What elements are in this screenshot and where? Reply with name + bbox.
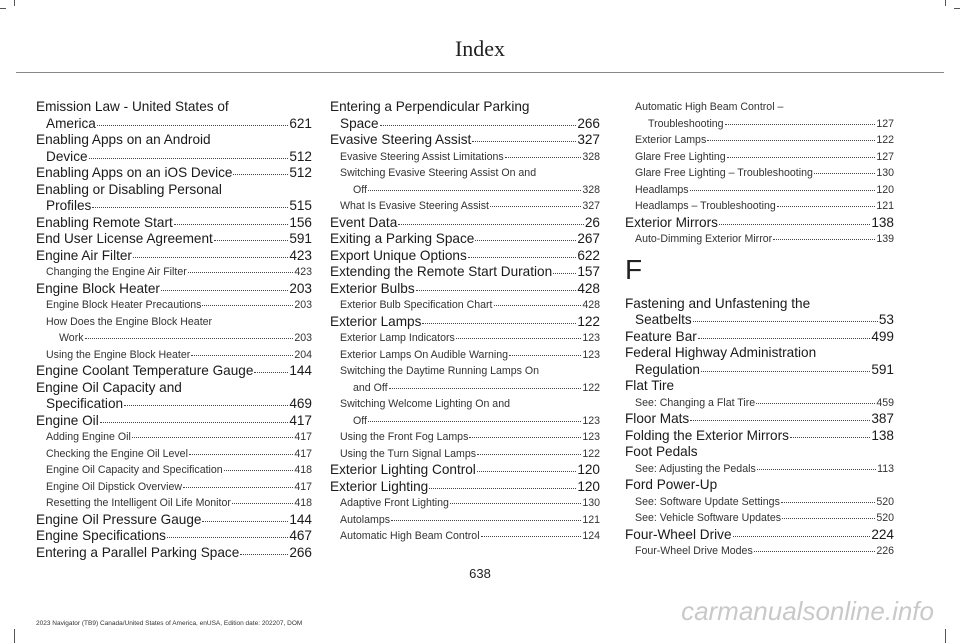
dot-leader xyxy=(698,338,871,339)
index-entry[interactable] xyxy=(330,281,600,298)
page-reference: 591 xyxy=(289,231,312,246)
entry-text: Seatbelts xyxy=(635,312,692,327)
dot-leader xyxy=(456,338,581,339)
entry-text: Fastening and Unfastening the xyxy=(625,295,811,311)
dot-leader xyxy=(782,518,875,519)
entry-text: Switching Welcome Lighting On and xyxy=(340,398,510,410)
page-reference: 327 xyxy=(582,200,600,212)
index-entry[interactable] xyxy=(625,444,894,461)
entry-text: Ford Power-Up xyxy=(625,477,718,492)
entry-text: Glare Free Lighting – Troubleshooting xyxy=(635,167,813,179)
entry-text: Space xyxy=(340,115,379,131)
page-reference: 203 xyxy=(289,280,312,296)
page-reference: 417 xyxy=(294,480,312,493)
dot-leader xyxy=(553,273,576,274)
page-reference: 467 xyxy=(289,528,312,543)
index-column-3 xyxy=(625,99,894,560)
index-entry[interactable] xyxy=(625,329,894,346)
entry-text: Emission Law - United States of xyxy=(36,99,229,114)
page-reference: 123 xyxy=(582,348,600,361)
page-reference: 122 xyxy=(876,134,894,146)
dot-leader xyxy=(719,224,870,225)
entry-text: Autolamps xyxy=(340,513,391,526)
crop-mark xyxy=(14,0,15,6)
dot-leader xyxy=(232,503,293,504)
page-reference: 156 xyxy=(289,214,312,230)
page-reference: 499 xyxy=(871,328,894,344)
entry-text: Export Unique Options xyxy=(330,247,467,263)
page-reference: 123 xyxy=(582,431,600,443)
dot-leader xyxy=(814,173,875,174)
page-reference: 138 xyxy=(871,427,894,443)
entry-text: Engine Coolant Temperature Gauge xyxy=(36,363,254,378)
dot-leader xyxy=(477,454,581,455)
dot-leader xyxy=(490,206,581,207)
dot-leader xyxy=(368,421,581,422)
page-reference: 113 xyxy=(877,462,894,475)
dot-leader xyxy=(422,323,576,324)
entry-text: Using the Turn Signal Lamps xyxy=(340,447,477,460)
index-entry[interactable] xyxy=(330,132,600,149)
index-entry[interactable] xyxy=(36,281,312,298)
index-entry[interactable] xyxy=(36,413,312,430)
dot-leader xyxy=(368,190,581,191)
entry-text: Work xyxy=(59,332,84,344)
dot-leader xyxy=(757,469,876,470)
dot-leader xyxy=(100,422,289,423)
index-subentry[interactable] xyxy=(625,461,894,478)
entry-text: Checking the Engine Oil Level xyxy=(46,447,188,460)
dot-leader xyxy=(477,471,576,472)
dot-leader xyxy=(391,520,581,521)
dot-leader xyxy=(92,207,288,208)
index-subentry[interactable] xyxy=(625,543,894,560)
entry-text: Enabling Apps on an iOS Device xyxy=(36,165,233,180)
dot-leader xyxy=(429,488,576,489)
entry-text: Exterior Lamps xyxy=(330,313,422,329)
index-entry[interactable] xyxy=(625,477,894,494)
index-entry[interactable] xyxy=(330,231,600,248)
dot-leader xyxy=(202,521,288,522)
page-reference: 423 xyxy=(294,266,312,278)
index-subentry[interactable] xyxy=(625,182,894,199)
page-reference: 224 xyxy=(871,526,894,542)
dot-leader xyxy=(97,125,288,126)
entry-text: Profiles xyxy=(46,198,92,213)
entry-text: Feature Bar xyxy=(625,328,697,344)
page-reference: 267 xyxy=(577,231,600,246)
index-subentry[interactable] xyxy=(330,396,600,429)
dot-leader xyxy=(416,290,577,291)
entry-text: Adaptive Front Lighting xyxy=(340,497,449,509)
dot-leader xyxy=(240,554,288,555)
page-reference: 138 xyxy=(871,214,894,230)
page-reference: 53 xyxy=(878,312,894,327)
index-subentry[interactable] xyxy=(330,347,600,364)
page-number: 638 xyxy=(469,566,491,581)
index-subentry[interactable] xyxy=(625,149,894,166)
index-subentry[interactable] xyxy=(36,429,312,446)
entry-text: Entering a Parallel Parking Space xyxy=(36,544,240,560)
entry-text: Off xyxy=(353,183,367,196)
page-reference: 203 xyxy=(294,299,312,311)
page-reference: 520 xyxy=(876,512,894,524)
index-entry[interactable] xyxy=(36,215,312,232)
page-reference: 417 xyxy=(294,431,312,443)
dot-leader xyxy=(254,372,288,373)
watermark: carmanualsonline.info xyxy=(681,596,934,626)
entry-text: Exterior Lighting xyxy=(330,478,429,494)
entry-text: Specification xyxy=(46,396,124,411)
entry-text: Troubleshooting xyxy=(648,117,724,130)
index-entry[interactable] xyxy=(36,165,312,182)
dot-leader xyxy=(475,240,576,241)
page-reference: 266 xyxy=(289,544,312,560)
entry-text: Engine Air Filter xyxy=(36,247,132,263)
entry-text: Engine Oil Dipstick Overview xyxy=(46,480,182,493)
index-entry[interactable] xyxy=(36,248,312,265)
entry-text: Exterior Mirrors xyxy=(625,214,718,230)
dot-leader xyxy=(380,125,577,126)
page-reference: 203 xyxy=(294,332,312,344)
dot-leader xyxy=(224,470,294,471)
page-reference: 512 xyxy=(289,148,312,164)
entry-text: Evasive Steering Assist xyxy=(330,132,472,147)
page-reference: 423 xyxy=(289,247,312,263)
page-reference: 328 xyxy=(582,183,600,196)
page-title: Index xyxy=(454,36,506,61)
crop-mark xyxy=(954,8,960,9)
entry-text: Off xyxy=(353,414,367,427)
page-reference: 130 xyxy=(582,497,600,509)
entry-text: Engine Oil xyxy=(36,412,99,428)
crop-mark xyxy=(14,629,15,643)
dot-leader xyxy=(174,224,289,225)
dot-leader xyxy=(85,338,294,339)
page-reference: 512 xyxy=(289,165,312,180)
entry-text: Event Data xyxy=(330,214,398,230)
entry-text: Foot Pedals xyxy=(625,444,698,459)
dot-leader xyxy=(214,240,288,241)
entry-text: Folding the Exterior Mirrors xyxy=(625,427,789,443)
entry-text: Flat Tire xyxy=(625,378,675,393)
dot-leader xyxy=(701,371,870,372)
dot-leader xyxy=(773,239,875,240)
page-reference: 226 xyxy=(876,545,894,557)
entry-text: What Is Evasive Steering Assist xyxy=(340,200,489,212)
entry-text: America xyxy=(46,115,96,131)
dot-leader xyxy=(468,257,577,258)
index-entry[interactable] xyxy=(36,231,312,248)
index-subentry[interactable] xyxy=(36,479,312,496)
entry-text: Engine Block Heater Precautions xyxy=(46,299,202,311)
dot-leader xyxy=(389,388,582,389)
entry-text: Regulation xyxy=(635,361,700,377)
entry-text: Engine Specifications xyxy=(36,528,166,543)
entry-text: See: Software Update Settings xyxy=(635,495,780,508)
entry-text: Enabling Remote Start xyxy=(36,214,173,230)
entry-text: Engine Block Heater xyxy=(36,280,160,296)
crop-mark xyxy=(945,629,946,643)
index-subentry[interactable] xyxy=(330,512,600,529)
index-column-2 xyxy=(330,99,600,545)
page-reference: 459 xyxy=(876,396,894,409)
section-letter: F xyxy=(625,253,643,285)
page-reference: 515 xyxy=(289,198,312,213)
index-subentry[interactable] xyxy=(625,231,894,248)
index-subentry[interactable] xyxy=(330,429,600,446)
page-reference: 417 xyxy=(289,412,312,428)
entry-text: Switching the Daytime Running Lamps On xyxy=(340,365,540,377)
entry-text: Headlamps xyxy=(635,183,689,196)
index-subentry[interactable] xyxy=(625,510,894,527)
entry-text: Exterior Lamp Indicators xyxy=(340,332,455,344)
page-reference: 120 xyxy=(577,462,600,477)
page-reference: 123 xyxy=(582,332,600,344)
index-subentry[interactable] xyxy=(36,264,312,281)
page-reference: 127 xyxy=(876,117,894,130)
dot-leader xyxy=(693,321,878,322)
page-reference: 130 xyxy=(876,167,894,179)
index-subentry[interactable] xyxy=(330,446,600,463)
entry-text: Exterior Lighting Control xyxy=(330,462,476,477)
entry-text: Four-Wheel Drive xyxy=(625,526,732,542)
page-reference: 469 xyxy=(289,396,312,411)
entry-text: Engine Oil Capacity and xyxy=(36,379,182,395)
entry-text: Four-Wheel Drive Modes xyxy=(635,545,753,557)
entry-text: Exterior Lamps xyxy=(635,134,707,146)
index-entry[interactable] xyxy=(625,411,894,428)
dot-leader xyxy=(202,305,293,306)
entry-text: Using the Engine Block Heater xyxy=(46,348,191,361)
page-reference: 266 xyxy=(577,115,600,131)
dot-leader xyxy=(183,487,293,488)
index-entry[interactable] xyxy=(36,528,312,545)
edition-footer: 2023 Navigator (TB9) Canada/United States of America, enUSA, Edition date: 202207, DOM xyxy=(36,620,303,627)
index-entry[interactable] xyxy=(625,428,894,445)
index-subentry[interactable] xyxy=(625,198,894,215)
dot-leader xyxy=(167,537,288,538)
index-subentry[interactable] xyxy=(36,297,312,314)
entry-text: See: Changing a Flat Tire xyxy=(635,396,756,409)
dot-leader xyxy=(505,157,582,158)
page-reference: 622 xyxy=(577,247,600,263)
page-reference: 204 xyxy=(294,348,312,361)
index-subentry[interactable] xyxy=(330,165,600,198)
index-subentry[interactable] xyxy=(330,363,600,396)
page-reference: 418 xyxy=(294,464,312,476)
entry-text: Extending the Remote Start Duration xyxy=(330,264,553,279)
dot-leader xyxy=(188,272,294,273)
entry-text: Exterior Bulbs xyxy=(330,280,415,296)
title-divider xyxy=(16,72,944,73)
entry-text: Changing the Engine Air Filter xyxy=(46,266,187,278)
page-reference: 120 xyxy=(577,478,600,494)
page-reference: 428 xyxy=(582,299,600,311)
index-subentry[interactable] xyxy=(625,395,894,412)
entry-text: Auto-Dimming Exterior Mirror xyxy=(635,233,773,245)
dot-leader xyxy=(132,437,294,438)
entry-text: Entering a Perpendicular Parking xyxy=(330,99,530,114)
page-reference: 123 xyxy=(582,414,600,427)
index-subentry[interactable] xyxy=(36,462,312,479)
index-entry[interactable] xyxy=(330,314,600,331)
page-reference: 387 xyxy=(871,411,894,426)
entry-text: Exterior Lamps On Audible Warning xyxy=(340,348,509,361)
index-entry[interactable] xyxy=(625,378,894,395)
index-entry[interactable] xyxy=(625,527,894,544)
index-subentry[interactable] xyxy=(625,132,894,149)
crop-mark xyxy=(0,8,6,9)
entry-text: See: Vehicle Software Updates xyxy=(635,512,782,524)
index-entry[interactable] xyxy=(330,462,600,479)
index-column-1 xyxy=(36,99,312,561)
page-reference: 591 xyxy=(871,361,894,377)
dot-leader xyxy=(233,174,288,175)
dot-leader xyxy=(191,355,293,356)
page-reference: 120 xyxy=(876,183,894,196)
entry-text: Floor Mats xyxy=(625,411,690,426)
entry-text: Enabling or Disabling Personal xyxy=(36,181,222,197)
page-reference: 127 xyxy=(876,150,894,163)
entry-text: Resetting the Intelligent Oil Life Monitor xyxy=(46,497,231,509)
crop-mark xyxy=(945,0,946,6)
dot-leader xyxy=(450,503,581,504)
entry-text: Using the Front Fog Lamps xyxy=(340,431,469,443)
index-subentry[interactable] xyxy=(330,495,600,512)
entry-text: Automatic High Beam Control xyxy=(340,530,480,542)
page-reference: 121 xyxy=(582,513,600,526)
dot-leader xyxy=(509,355,581,356)
index-entry[interactable] xyxy=(36,132,312,165)
index-subentry[interactable] xyxy=(330,149,600,166)
entry-text: Glare Free Lighting xyxy=(635,150,726,163)
index-subentry[interactable] xyxy=(36,446,312,463)
page-reference: 418 xyxy=(294,497,312,509)
index-subentry[interactable] xyxy=(330,528,600,545)
index-subentry[interactable] xyxy=(36,347,312,364)
page-reference: 144 xyxy=(289,363,312,378)
page-reference: 144 xyxy=(289,511,312,527)
index-entry[interactable] xyxy=(330,479,600,496)
page-reference: 139 xyxy=(876,233,894,245)
index-subentry[interactable] xyxy=(36,495,312,512)
entry-text: Device xyxy=(46,148,88,164)
dot-leader xyxy=(481,536,582,537)
index-subentry[interactable] xyxy=(330,297,600,314)
dot-leader xyxy=(133,257,288,258)
entry-text: Engine Oil Pressure Gauge xyxy=(36,511,202,527)
index-subentry[interactable] xyxy=(625,99,894,132)
index-subentry[interactable] xyxy=(625,494,894,511)
entry-text: Enabling Apps on an Android xyxy=(36,132,211,147)
dot-leader xyxy=(398,224,584,225)
index-entry[interactable] xyxy=(625,345,894,378)
entry-text: Federal Highway Administration xyxy=(625,345,817,360)
dot-leader xyxy=(161,290,288,291)
page-reference: 520 xyxy=(876,495,894,508)
index-entry[interactable] xyxy=(36,99,312,132)
entry-text: and Off xyxy=(353,381,388,394)
index-entry[interactable] xyxy=(330,264,600,281)
dot-leader xyxy=(469,437,581,438)
dot-leader xyxy=(725,124,876,125)
page-reference: 122 xyxy=(582,381,600,394)
index-entry[interactable] xyxy=(36,363,312,380)
index-subentry[interactable] xyxy=(625,165,894,182)
page-reference: 621 xyxy=(289,115,312,131)
page-reference: 328 xyxy=(582,150,600,163)
entry-text: Switching Evasive Steering Assist On and xyxy=(340,167,537,179)
page-reference: 26 xyxy=(584,214,600,230)
dot-leader xyxy=(494,305,582,306)
entry-text: Exterior Bulb Specification Chart xyxy=(340,299,493,311)
dot-leader xyxy=(189,454,293,455)
dot-leader xyxy=(790,437,870,438)
index-entry[interactable] xyxy=(36,512,312,529)
dot-leader xyxy=(777,206,876,207)
page-reference: 417 xyxy=(294,447,312,460)
index-subentry[interactable] xyxy=(330,198,600,215)
dot-leader xyxy=(733,536,871,537)
index-subentry[interactable] xyxy=(330,330,600,347)
entry-text: Exiting a Parking Space xyxy=(330,231,475,246)
index-entry[interactable] xyxy=(330,215,600,232)
entry-text: Evasive Steering Assist Limitations xyxy=(340,150,504,163)
dot-leader xyxy=(781,502,875,503)
dot-leader xyxy=(472,141,576,142)
index-entry[interactable] xyxy=(36,182,312,215)
page-reference: 121 xyxy=(876,200,894,212)
entry-text: Adding Engine Oil xyxy=(46,431,131,443)
page-reference: 122 xyxy=(577,313,600,329)
index-entry[interactable] xyxy=(625,296,894,329)
entry-text: Automatic High Beam Control – xyxy=(635,101,784,113)
entry-text: Engine Oil Capacity and Specification xyxy=(46,464,223,476)
dot-leader xyxy=(690,190,876,191)
dot-leader xyxy=(690,420,870,421)
dot-leader xyxy=(754,551,876,552)
index-entry[interactable] xyxy=(625,215,894,232)
index-entry[interactable] xyxy=(330,99,600,132)
dot-leader xyxy=(727,157,876,158)
index-subentry[interactable] xyxy=(36,314,312,347)
entry-text: End User License Agreement xyxy=(36,231,213,246)
page-reference: 327 xyxy=(577,132,600,147)
dot-leader xyxy=(707,140,875,141)
page-reference: 122 xyxy=(582,447,600,460)
page-reference: 157 xyxy=(577,264,600,279)
index-entry[interactable] xyxy=(36,545,312,562)
dot-leader xyxy=(89,158,289,159)
entry-text: How Does the Engine Block Heater xyxy=(46,315,213,328)
dot-leader xyxy=(124,405,288,406)
entry-text: See: Adjusting the Pedals xyxy=(635,462,756,475)
page-reference: 428 xyxy=(577,280,600,296)
dot-leader xyxy=(756,403,875,404)
page-reference: 124 xyxy=(582,530,600,542)
index-entry[interactable] xyxy=(36,380,312,413)
entry-text: Headlamps – Troubleshooting xyxy=(635,200,776,212)
index-entry[interactable] xyxy=(330,248,600,265)
